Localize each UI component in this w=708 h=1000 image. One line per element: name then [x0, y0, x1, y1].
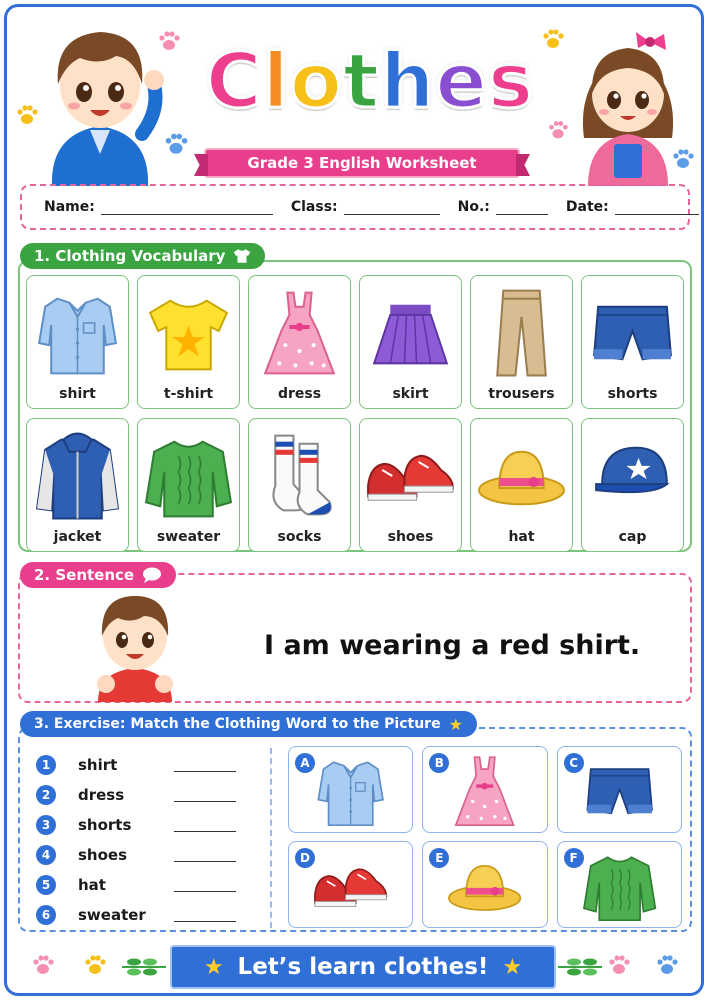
exercise-word: sweater — [78, 906, 146, 924]
exercise-word-row — [36, 870, 246, 900]
paw-print-icon — [606, 952, 632, 978]
exercise-section-header — [20, 711, 477, 737]
socks-icon — [249, 419, 350, 529]
boy-pointing-illustration — [84, 590, 186, 702]
exercise-word: shoes — [78, 846, 128, 864]
cap-icon — [582, 419, 683, 529]
title-letter: l — [262, 35, 290, 125]
picture-letter-badge: E — [429, 848, 449, 868]
footer-banner — [170, 945, 556, 989]
example-sentence: I am wearing a red shirt. — [264, 630, 641, 661]
exercise-word-row — [36, 840, 246, 870]
vocab-label: socks — [277, 529, 322, 545]
answer-blank-line[interactable] — [174, 908, 236, 922]
name-label: Name: — [44, 199, 95, 215]
star-icon: ★ — [448, 714, 463, 734]
vocabulary-section-header — [20, 243, 265, 269]
vocab-label: sweater — [156, 529, 221, 545]
picture-letter-badge: C — [564, 753, 584, 773]
leaf-decoration-icon — [556, 955, 604, 979]
exercise-number-badge: 1 — [36, 755, 56, 775]
picture-card-C — [557, 746, 682, 833]
vocab-card-shoes — [359, 418, 462, 552]
leaf-decoration-icon — [120, 955, 168, 979]
picture-letter-badge: F — [564, 848, 584, 868]
class-blank-line[interactable] — [344, 199, 440, 215]
vocab-label: jacket — [53, 529, 102, 545]
answer-blank-line[interactable] — [174, 818, 236, 832]
dress-icon — [249, 276, 350, 386]
subtitle-text: Grade 3 English Worksheet — [247, 154, 477, 172]
jacket-icon — [27, 419, 128, 529]
exercise-word-row — [36, 900, 246, 930]
title-letter: t — [342, 35, 381, 125]
title-letter: s — [487, 35, 535, 125]
word-list — [36, 750, 246, 930]
number-label: No.: — [457, 199, 490, 215]
vocab-label: shoes — [387, 529, 434, 545]
title-letter: e — [435, 35, 488, 125]
boy-character-illustration — [30, 14, 170, 186]
paw-print-icon — [82, 952, 108, 978]
picture-card-B — [422, 746, 547, 833]
title-letter: C — [205, 35, 263, 125]
vocab-card-hat — [470, 418, 573, 552]
picture-card-A — [288, 746, 413, 833]
picture-card-D — [288, 841, 413, 928]
skirt-icon — [360, 276, 461, 386]
speech-bubble-icon — [142, 567, 162, 583]
picture-letter-badge: B — [429, 753, 449, 773]
vocab-card-skirt — [359, 275, 462, 409]
student-info-box — [20, 184, 690, 230]
vocab-card-dress — [248, 275, 351, 409]
number-field[interactable] — [458, 199, 548, 215]
picture-letter-badge: D — [295, 848, 315, 868]
answer-blank-line[interactable] — [174, 758, 236, 772]
vocab-card-trousers — [470, 275, 573, 409]
exercise-word-row — [36, 780, 246, 810]
title-letter: o — [289, 35, 343, 125]
star-icon: ★ — [502, 954, 523, 980]
answer-blank-line[interactable] — [174, 878, 236, 892]
class-label: Class: — [290, 199, 338, 215]
answer-blank-line[interactable] — [174, 788, 236, 802]
vocab-label: t-shirt — [163, 386, 214, 402]
vocab-label: shorts — [607, 386, 658, 402]
exercise-number-badge: 6 — [36, 905, 56, 925]
worksheet-title — [180, 30, 560, 130]
exercise-number-badge: 4 — [36, 845, 56, 865]
sentence-section-title: 2. Sentence — [34, 566, 135, 584]
vocab-card-jacket — [26, 418, 129, 552]
name-field[interactable] — [44, 199, 273, 215]
picture-card-F — [557, 841, 682, 928]
class-field[interactable] — [291, 199, 440, 215]
exercise-divider — [270, 748, 272, 928]
vocab-label: hat — [508, 529, 535, 545]
shoes-icon — [360, 419, 461, 529]
subtitle-banner — [204, 148, 520, 178]
exercise-number-badge: 3 — [36, 815, 56, 835]
exercise-word-row — [36, 810, 246, 840]
name-blank-line[interactable] — [101, 199, 273, 215]
picture-card-E — [422, 841, 547, 928]
title-letter: h — [380, 35, 436, 125]
vocab-label: dress — [277, 386, 322, 402]
vocab-label: shirt — [59, 386, 96, 402]
footer-text: Let’s learn clothes! — [237, 954, 489, 980]
exercise-word: shirt — [78, 756, 118, 774]
vocab-card-cap — [581, 418, 684, 552]
exercise-section-title: 3. Exercise: Match the Clothing Word to the Picture — [34, 716, 441, 732]
exercise-word: dress — [78, 786, 125, 804]
vocab-card-shorts — [581, 275, 684, 409]
vocab-label: trousers — [488, 386, 555, 402]
vocab-card-shirt — [26, 275, 129, 409]
exercise-word: hat — [78, 876, 106, 894]
sentence-section-header — [20, 562, 176, 588]
vocabulary-section-title: 1. Clothing Vocabulary — [34, 247, 226, 265]
date-label: Date: — [565, 199, 609, 215]
paw-print-icon — [30, 952, 56, 978]
picture-grid — [288, 746, 682, 928]
vocab-label: cap — [618, 529, 647, 545]
vocabulary-grid — [26, 275, 684, 552]
vocab-card-t-shirt — [137, 275, 240, 409]
exercise-number-badge: 5 — [36, 875, 56, 895]
shirt-icon — [27, 276, 128, 386]
exercise-word-row — [36, 750, 246, 780]
shorts-icon — [582, 276, 683, 386]
tshirt-icon — [233, 248, 251, 264]
picture-letter-badge: A — [295, 753, 315, 773]
vocab-card-socks — [248, 418, 351, 552]
paw-print-icon — [654, 952, 680, 978]
number-blank-line[interactable] — [496, 199, 548, 215]
tshirt-icon — [138, 276, 239, 386]
vocab-card-sweater — [137, 418, 240, 552]
date-field[interactable] — [566, 199, 699, 215]
sweater-icon — [138, 419, 239, 529]
girl-character-illustration — [566, 18, 690, 186]
trousers-icon — [471, 276, 572, 386]
answer-blank-line[interactable] — [174, 848, 236, 862]
vocab-label: skirt — [392, 386, 429, 402]
star-icon: ★ — [203, 954, 224, 980]
date-blank-line[interactable] — [615, 199, 699, 215]
exercise-number-badge: 2 — [36, 785, 56, 805]
hat-icon — [471, 419, 572, 529]
exercise-word: shorts — [78, 816, 132, 834]
